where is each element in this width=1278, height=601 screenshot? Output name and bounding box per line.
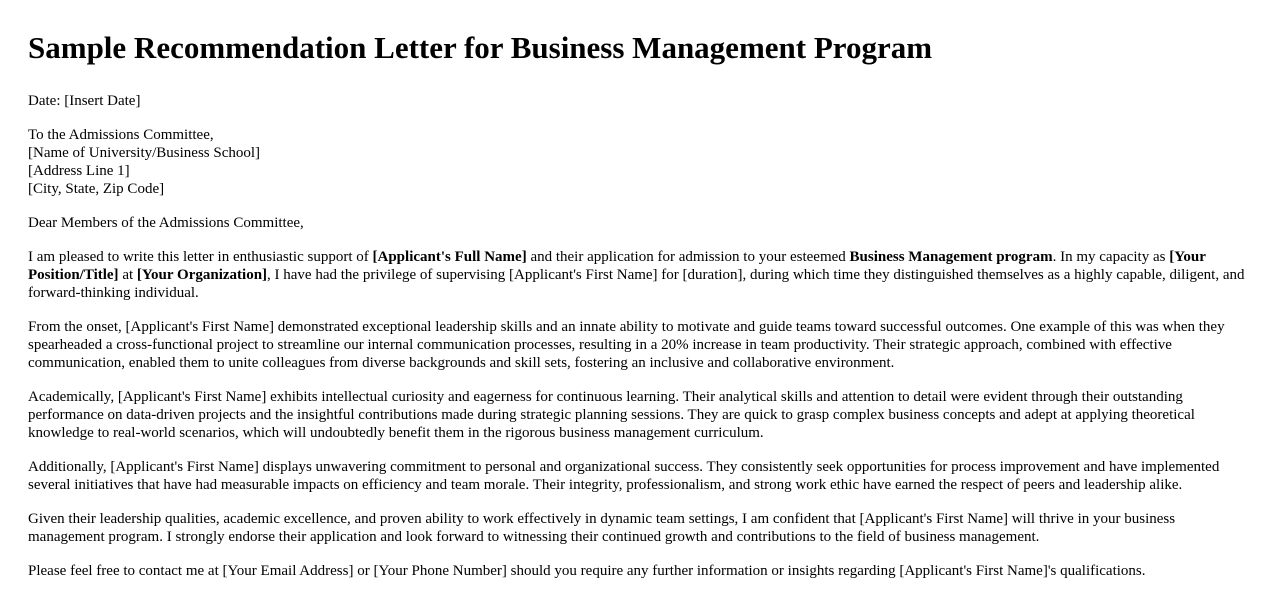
intro-paragraph (28, 248, 1250, 302)
position-title: [Your Position/Title] (28, 249, 1206, 283)
address-line: [Address Line 1] (28, 163, 130, 179)
intro-text: at (118, 267, 137, 283)
address-line: [Name of University/Business School] (28, 145, 261, 161)
intro-text: . In my capacity as (1052, 249, 1170, 265)
body-paragraph-leadership: From the onset, [Applicant's First Name] demonstrated exceptional leadership skills and an innate ability to motivate and guide teams toward successful outcomes. One example of this was when they spearheaded a cross-functional project to streamline our internal communication processes, resulting in a 20% increase in team productivity. Their strategic approach, combined with effective communication, enabled them to unite colleagues from diverse backgrounds and skill sets, fostering an inclusive and collaborative environment. (28, 319, 1225, 371)
program-name: Business Management program (849, 249, 1053, 265)
letter-date: Date: [Insert Date] (28, 93, 141, 109)
organization-name: [Your Organization] (136, 267, 268, 283)
applicant-full-name: [Applicant's Full Name] (372, 249, 527, 265)
body-paragraph-endorsement: Given their leadership qualities, academic excellence, and proven ability to work effectively in dynamic team settings, I am confident that [Applicant's First Name] will thrive in your business management program. I strongly endorse their application and look forward to witnessing their continued growth and contributions to the field of business management. (28, 511, 1176, 545)
intro-text: , I have had the privilege of supervising [Applicant's First Name] for [duration], during which time they distinguished themselves as a highly capable, diligent, and forward-thinking individual. (28, 267, 1245, 301)
salutation: Dear Members of the Admissions Committee, (28, 215, 304, 231)
intro-text: and their application for admission to your esteemed (526, 249, 850, 265)
address-line: [City, State, Zip Code] (28, 181, 165, 197)
recipient-address (28, 126, 1250, 198)
body-paragraph-contact: Please feel free to contact me at [Your Email Address] or [Your Phone Number] should you require any further information or insights regarding [Applicant's First Name]'s qualifications. (28, 563, 1146, 579)
page-title: Sample Recommendation Letter for Business Management Program (28, 30, 933, 65)
body-paragraph-commitment: Additionally, [Applicant's First Name] displays unwavering commitment to personal and organizational success. They consistently seek opportunities for process improvement and have implemented several initiatives that have had measurable impacts on efficiency and team morale. Their integrity, professionalism, and strong work ethic have earned the respect of peers and leadership alike. (28, 459, 1220, 493)
address-line: To the Admissions Committee, (28, 127, 214, 143)
body-paragraph-academics: Academically, [Applicant's First Name] exhibits intellectual curiosity and eagerness for continuous learning. Their analytical skills and attention to detail were evident through their outstanding performance on data-driven projects and the insightful contributions made during strategic planning sessions. They are quick to grasp complex business concepts and adept at applying theoretical knowledge to real-world scenarios, which will undoubtedly benefit them in the rigorous business management curriculum. (28, 389, 1195, 441)
intro-text: I am pleased to write this letter in enthusiastic support of (28, 249, 373, 265)
